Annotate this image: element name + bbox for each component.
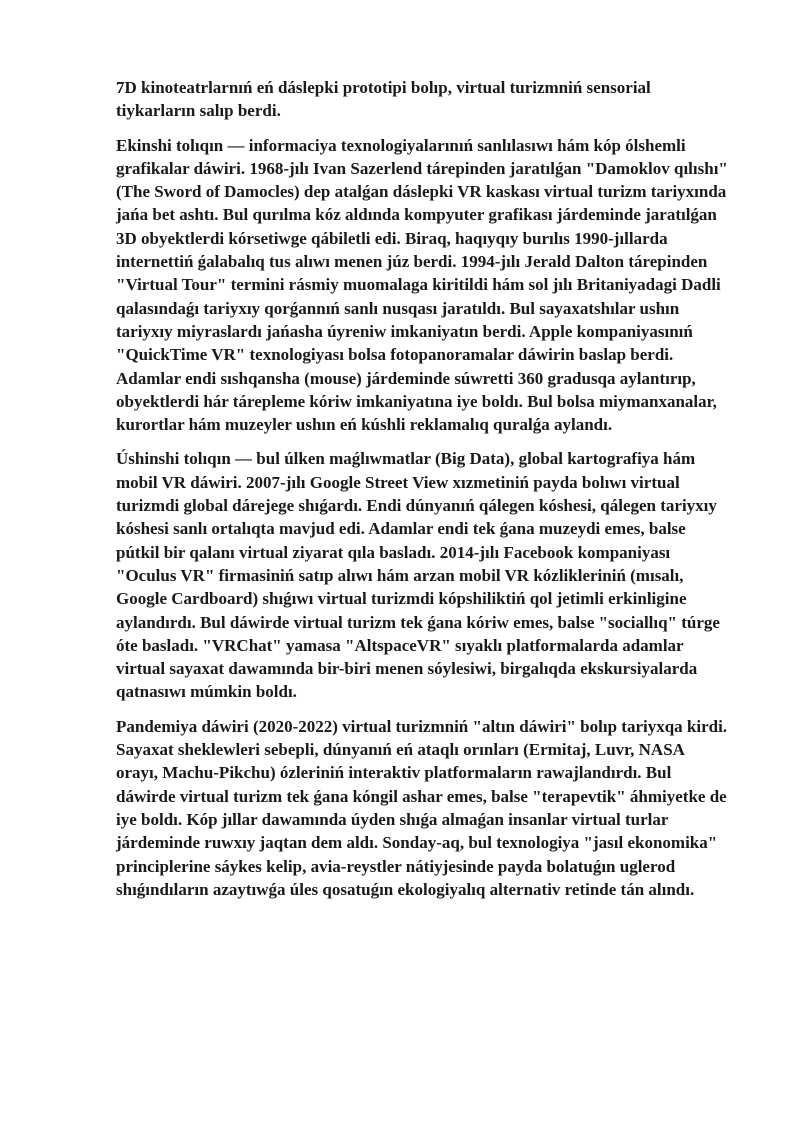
paragraph-second-wave: Ekinshi tolıqın — informaciya texnologiyalarınıń sanlılasıwı hám kóp ólshemli grafikalar dáwiri. 1968-jılı Ivan Sazerlend tárepinden jaratılǵan "Damoklov qılıshı" (The Sword of Damocles) dep atalǵan dáslepki VR kaskası virtual turizm tariyxında jańa bet ashtı. Bul qurılma kóz aldında kompyuter grafikası járdeminde jaratılǵan 3D obyektlerdi kórsetiwge qábiletli edi. Biraq, haqıyqıy burılıs 1990-jıllarda internettiń ǵalabalıq tus alıwı menen júz berdi. 1994-jılı Jerald Dalton tárepinden "Virtual Tour" termini rásmiy muomalaga kiritildi hám sol jılı Britaniyadagi Dadli qalasındaǵı tariyxıy qorǵannıń sanlı nusqası jaratıldı. Bul sayaxatshılar ushın tariyxıy miyraslardı jańasha úyreniw imkaniyatın berdi. Apple kompaniyasınıń "QuickTime VR" texnologiyası bolsa fotopanoramalar dáwirin baslap berdi. Adamlar endi sıshqansha (mouse) járdeminde súwretti 360 gradusqa aylantırıp, obyektlerdi hár tárepleme kóriw imkaniyatına iye boldı. Bul bolsa miymanxanalar, kurortlar hám muzeyler ushın eń kúshli reklamalıq quralǵa aylandı. (116, 135, 728, 435)
paragraph-pandemic-era: Pandemiya dáwiri (2020-2022) virtual turizmniń "altın dáwiri" bolıp tariyxqa kirdi. Sayaxat sheklewleri sebepli, dúnyanıń eń ataqlı orınları (Ermitaj, Luvr, NASA orayı, Machu-Pikchu) ózleriniń interaktiv platformaların rawajlandırdı. Bul dáwirde virtual turizm tek ǵana kóngil ashar emes, balse "terapevtik" áhmiyetke de iye boldı. Kóp jıllar dawamında úyden shıǵa almaǵan insanlar virtual turlar járdeminde ruwxıy jaqtan dem aldı. Sonday-aq, bul texnologiya "jasıl ekonomika" principlerine sáykes kelip, avia-reystler nátiyjesinde payda bolatuǵın uglerod shıǵındıların azaytıwǵa úles qosatuǵın ekologiyalıq alternativ retinde tán alındı. (116, 716, 728, 899)
paragraph-intro-continuation: 7D kinoteatrlarnıń eń dáslepki prototipi bolıp, virtual turizmniń sensorial tiykarların salıp berdi. (116, 78, 651, 121)
paragraph-third-wave: Úshinshi tolıqın — bul úlken maǵlıwmatlar (Big Data), global kartografiya hám mobil VR dáwiri. 2007-jılı Google Street View xızmetiniń payda bolıwı virtual turizmdi global dárejege shıǵardı. Endi dúnyanıń qálegen kóshesi, qálegen tariyxıy kóshesi sanlı ortalıqta mavjud edi. Adamlar endi tek ǵana muzeydi emes, balse pútkil bir qalanı virtual ziyarat qıla basladı. 2014-jılı Facebook kompaniyası "Oculus VR" firmasiniń satıp alıwı hám arzan mobil VR kózlikleriniń (mısalı, Google Cardboard) shıǵıwı virtual turizmdi kópshiliktiń qol jetimli erkinligine aylandırdı. Bul dáwirde virtual turizm tek ǵana kóriw emes, balse "sociallıq" túrge óte basladı. "VRChat" yamasa "AltspaceVR" sıyaklı platformalarda adamlar virtual sayaxat dawamında bir-biri menen sóylesiwi, birgalıqda ekskursiyalarda qatnasıwı múmkin boldı. (116, 449, 720, 702)
document-page (116, 76, 728, 912)
